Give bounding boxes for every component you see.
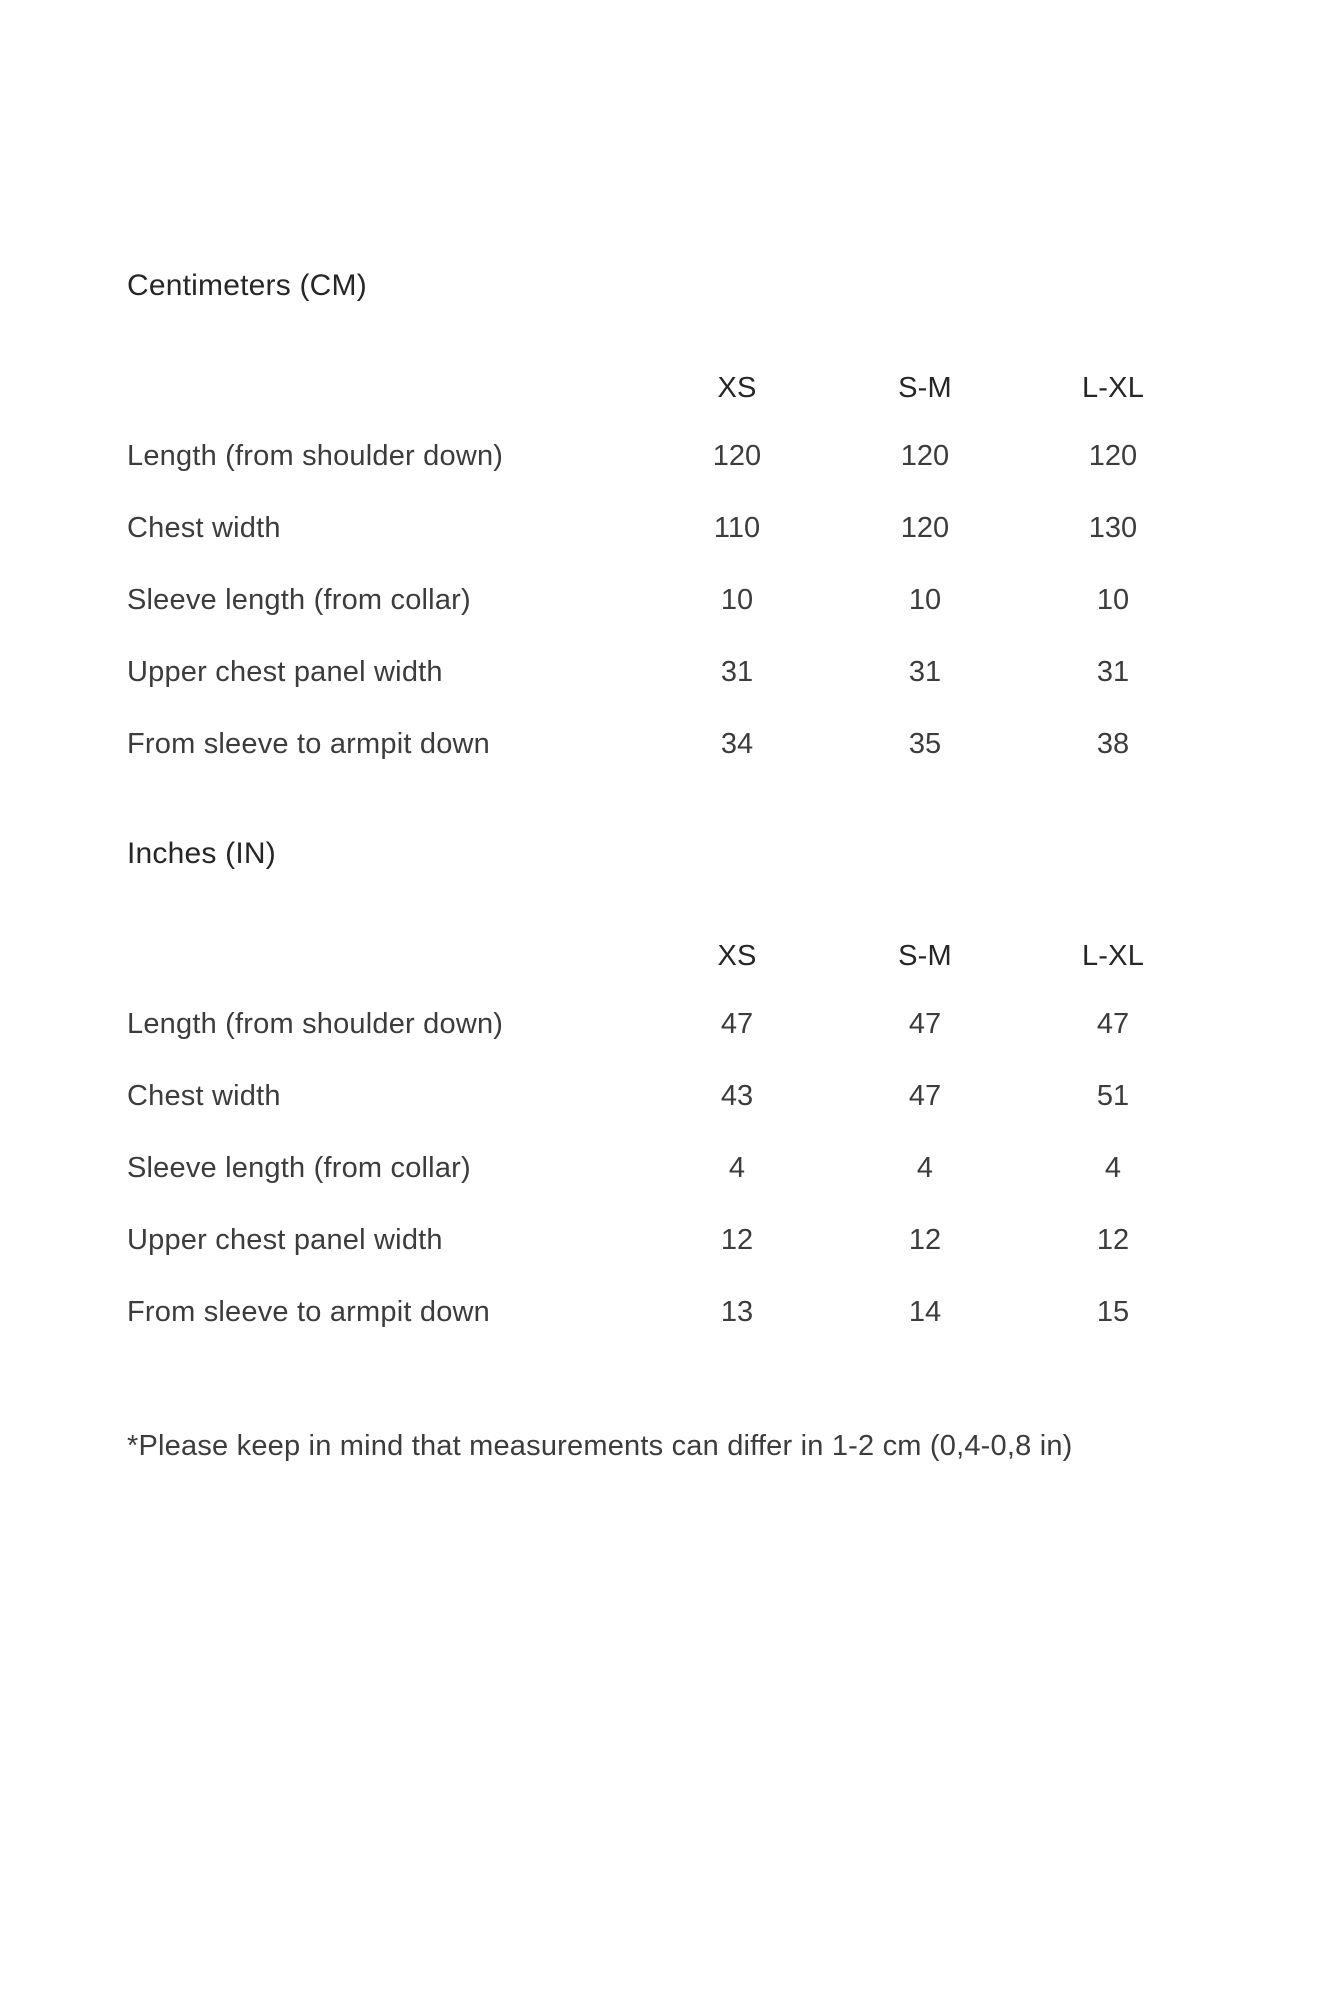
section-title-centimeters: Centimeters (CM) <box>127 269 367 302</box>
table-row <box>127 636 1207 708</box>
row-label: Upper chest panel width <box>127 1223 443 1256</box>
value-cell: 120 <box>712 439 762 472</box>
table-row <box>127 1060 1207 1132</box>
value-cell: 38 <box>1096 727 1130 760</box>
row-label: Sleeve length (from collar) <box>127 583 471 616</box>
column-header-sm: S-M <box>898 371 952 404</box>
row-label: Upper chest panel width <box>127 655 443 688</box>
value-cell: 43 <box>720 1079 754 1112</box>
inches-section <box>127 834 1294 1348</box>
column-header-xs: XS <box>717 939 757 972</box>
row-label: Sleeve length (from collar) <box>127 1151 471 1184</box>
empty-header-cell <box>127 356 643 420</box>
table-row <box>127 492 1207 564</box>
value-cell: 12 <box>720 1223 754 1256</box>
row-label: Chest width <box>127 511 281 544</box>
column-header-sm: S-M <box>898 939 952 972</box>
section-title-inches: Inches (IN) <box>127 837 276 870</box>
value-cell: 4 <box>1104 1151 1122 1184</box>
inches-table <box>127 924 1207 1348</box>
table-row <box>127 564 1207 636</box>
table-row <box>127 988 1207 1060</box>
value-cell: 10 <box>908 583 942 616</box>
value-cell: 47 <box>720 1007 754 1040</box>
column-header-xs: XS <box>717 371 757 404</box>
value-cell: 47 <box>1096 1007 1130 1040</box>
value-cell: 10 <box>720 583 754 616</box>
value-cell: 47 <box>908 1079 942 1112</box>
row-label: Length (from shoulder down) <box>127 439 504 472</box>
value-cell: 31 <box>720 655 754 688</box>
value-cell: 10 <box>1096 583 1130 616</box>
table-header-row <box>127 356 1207 420</box>
value-cell: 4 <box>916 1151 934 1184</box>
column-header-lxl: L-XL <box>1081 371 1145 404</box>
centimeters-table <box>127 356 1207 780</box>
value-cell: 120 <box>1088 439 1138 472</box>
value-cell: 51 <box>1096 1079 1130 1112</box>
table-row <box>127 1132 1207 1204</box>
value-cell: 120 <box>900 439 950 472</box>
empty-header-cell <box>127 924 643 988</box>
value-cell: 31 <box>1096 655 1130 688</box>
row-label: Chest width <box>127 1079 281 1112</box>
table-row <box>127 1276 1207 1348</box>
value-cell: 47 <box>908 1007 942 1040</box>
row-label: Length (from shoulder down) <box>127 1007 504 1040</box>
value-cell: 4 <box>728 1151 746 1184</box>
row-label: From sleeve to armpit down <box>127 727 490 760</box>
value-cell: 130 <box>1088 511 1138 544</box>
table-row <box>127 708 1207 780</box>
centimeters-section <box>127 266 1294 780</box>
value-cell: 34 <box>720 727 754 760</box>
table-header-row <box>127 924 1207 988</box>
table-row <box>127 1204 1207 1276</box>
measurement-tolerance-note: *Please keep in mind that measurements can differ in 1-2 cm (0,4-0,8 in) <box>127 1430 1073 1462</box>
value-cell: 14 <box>908 1295 942 1328</box>
value-cell: 12 <box>908 1223 942 1256</box>
value-cell: 120 <box>900 511 950 544</box>
row-label: From sleeve to armpit down <box>127 1295 490 1328</box>
table-row <box>127 420 1207 492</box>
value-cell: 12 <box>1096 1223 1130 1256</box>
value-cell: 35 <box>908 727 942 760</box>
value-cell: 15 <box>1096 1295 1130 1328</box>
column-header-lxl: L-XL <box>1081 939 1145 972</box>
value-cell: 13 <box>720 1295 754 1328</box>
value-cell: 31 <box>908 655 942 688</box>
value-cell: 110 <box>713 511 761 544</box>
